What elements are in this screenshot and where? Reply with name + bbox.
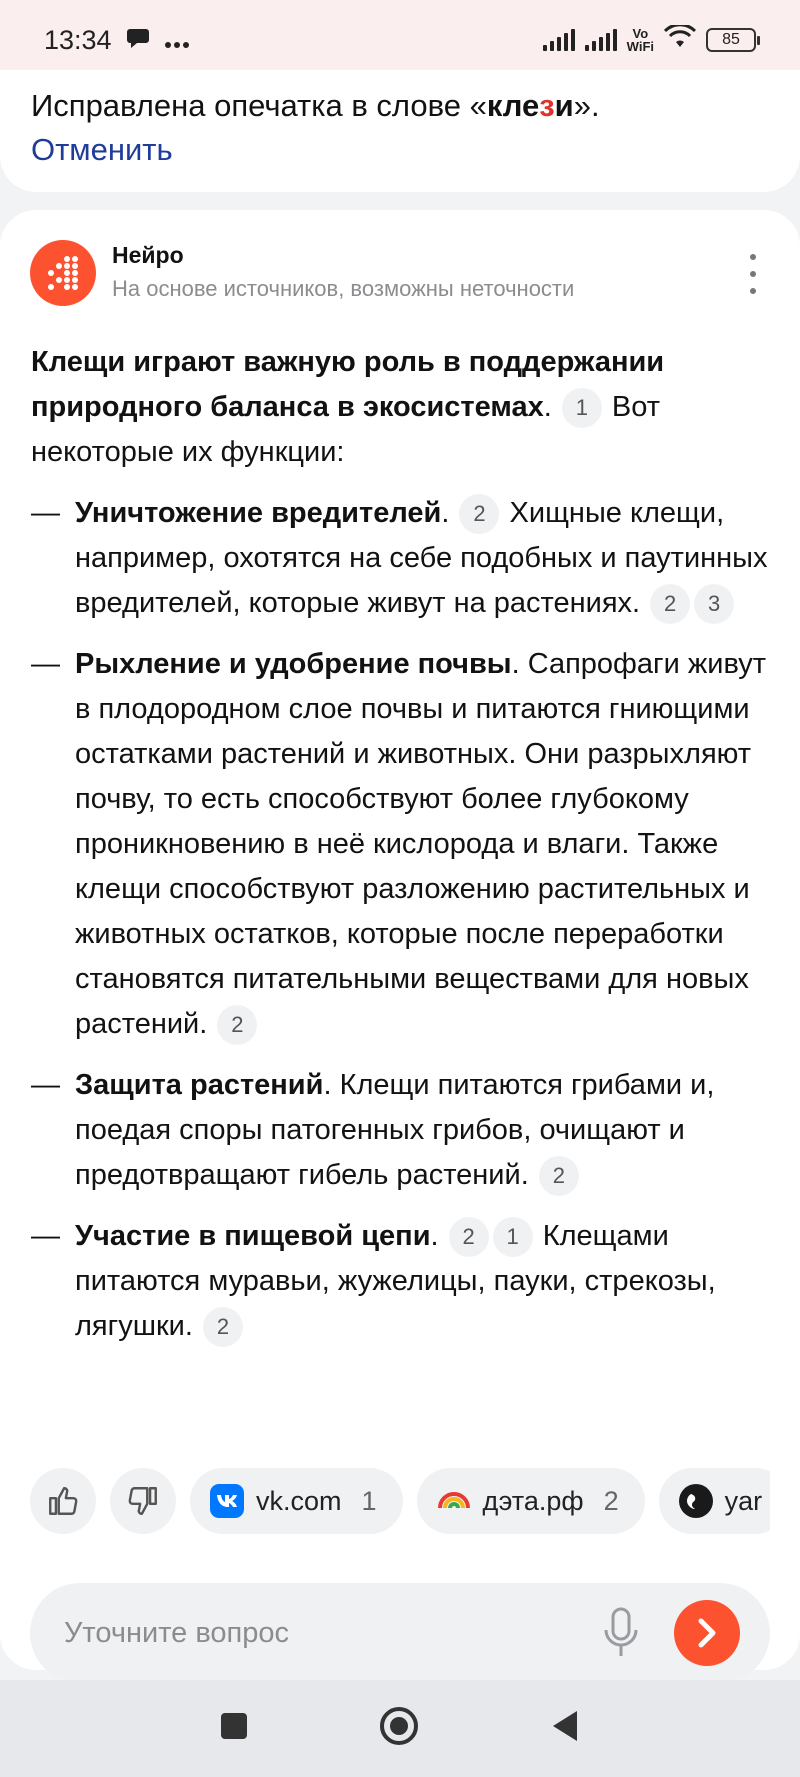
source-ref-badge[interactable]: 1 — [562, 388, 602, 428]
source-ref-badge[interactable]: 2 — [459, 494, 499, 534]
battery-icon: 85 — [706, 28, 756, 52]
list-item: — Защита растений. Клещи питаются грибами и, поедая споры патогенных грибов, очищают и предотвращают гибель растений. 2 — [31, 1063, 776, 1198]
follow-up-input[interactable] — [64, 1617, 596, 1650]
source-ref-badge[interactable]: 2 — [539, 1156, 579, 1196]
answer-text — [31, 340, 776, 1365]
source-chip-vk[interactable]: vk.com 1 — [190, 1468, 403, 1534]
mic-button[interactable] — [596, 1603, 646, 1663]
more-dots-icon — [164, 25, 190, 56]
neuro-subtitle: На основе источников, возможны неточности — [112, 276, 575, 301]
source-ref-badge[interactable]: 3 — [694, 584, 734, 624]
source-ref-badge[interactable]: 2 — [449, 1217, 489, 1257]
deta-logo-icon — [437, 1484, 471, 1518]
vk-icon — [210, 1484, 244, 1518]
recent-apps-button[interactable] — [219, 1711, 249, 1746]
neuro-logo-icon — [30, 240, 96, 306]
square-icon — [219, 1711, 249, 1741]
back-button[interactable] — [549, 1708, 581, 1749]
globe-icon — [679, 1484, 713, 1518]
undo-correction-link[interactable]: Отменить — [31, 132, 173, 167]
dislike-button[interactable] — [110, 1468, 176, 1534]
chevron-right-icon — [693, 1617, 721, 1649]
system-nav-bar — [0, 1680, 800, 1777]
corrected-word: клези — [486, 88, 574, 123]
vowifi-icon: Vo WiFi — [626, 26, 654, 54]
back-triangle-icon — [549, 1708, 581, 1744]
thumbs-down-icon — [126, 1484, 160, 1518]
send-button[interactable] — [674, 1600, 740, 1666]
answer-intro: Клещи играют важную роль в поддержании природного баланса в экосистемах. 1 Вот некоторые их функции: — [31, 346, 665, 468]
home-button[interactable] — [379, 1706, 419, 1751]
source-chip-deta[interactable]: дэта.рф 2 — [417, 1468, 645, 1534]
like-button[interactable] — [30, 1468, 96, 1534]
thumbs-up-icon — [46, 1484, 80, 1518]
answer-actions-row — [30, 1468, 770, 1534]
list-item: — Рыхление и удобрение почвы. Сапрофаги живут в плодородном слое почвы и питаются гниющими остатками растений и животных. Они разрыхляют почву, то есть способствуют более глубокому проникновению в неё кислорода и влаги. Также клещи способствуют разложению растительных и животных остатков, которые после переработки становятся питательными веществами для новых растений. 2 — [31, 642, 776, 1047]
status-bar — [0, 0, 800, 80]
source-ref-badge[interactable]: 2 — [217, 1005, 257, 1045]
source-ref-badge[interactable]: 2 — [650, 584, 690, 624]
typo-notice-text: Исправлена опечатка в слове «клези». — [31, 88, 600, 123]
signal-icon — [543, 29, 575, 51]
typo-notice-card — [0, 70, 800, 192]
home-circle-icon — [379, 1706, 419, 1746]
functions-list — [31, 491, 776, 1349]
source-ref-badge[interactable]: 2 — [203, 1307, 243, 1347]
list-item: — Участие в пищевой цепи. 2 1 Клещами питаются муравьи, жужелицы, пауки, стрекозы, лягушки. 2 — [31, 1214, 776, 1349]
neuro-answer-card — [0, 210, 800, 1670]
chat-bubble-icon — [126, 25, 150, 56]
wifi-icon — [664, 25, 696, 56]
neuro-title: Нейро — [112, 242, 184, 268]
source-chip-yar[interactable]: yar — [659, 1468, 770, 1534]
microphone-icon — [601, 1606, 641, 1660]
follow-up-bar — [30, 1583, 770, 1683]
signal-icon — [585, 29, 617, 51]
source-ref-badge[interactable]: 1 — [493, 1217, 533, 1257]
more-options-button[interactable] — [740, 254, 766, 294]
status-time: 13:34 — [44, 24, 112, 55]
list-item: — Уничтожение вредителей. 2 Хищные клещи, например, охотятся на себе подобных и паутинных вредителей, которые живут на растениях. 2 3 — [31, 491, 776, 626]
